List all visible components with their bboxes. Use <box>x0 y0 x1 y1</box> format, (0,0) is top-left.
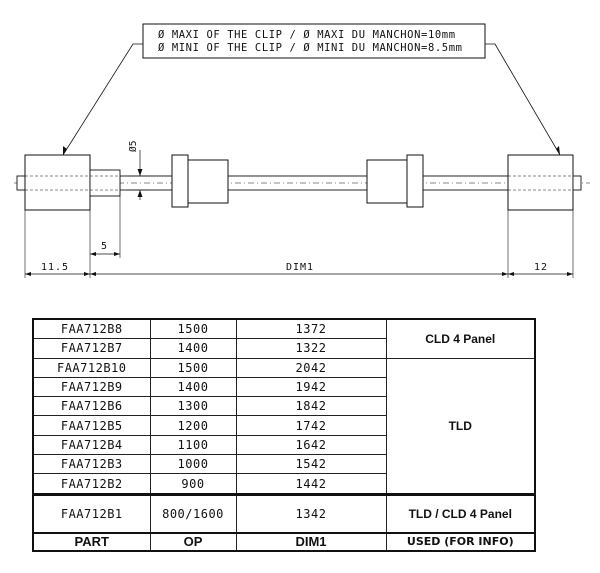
op-cell: 900 <box>150 474 236 494</box>
used-for-cell: CLD 4 Panel <box>386 319 535 358</box>
leader-left-arrow <box>63 146 67 155</box>
dim1-cell: 1322 <box>236 339 386 358</box>
offset-label: 5 <box>101 241 109 252</box>
right-pin <box>573 176 581 190</box>
used-for-cell: TLD / CLD 4 Panel <box>386 494 535 533</box>
part-cell: FAA712B3 <box>33 455 150 474</box>
dim1-cell: 1372 <box>236 319 386 339</box>
op-cell: 1400 <box>150 339 236 358</box>
table-row <box>33 358 535 377</box>
dim1-cell: 1542 <box>236 455 386 474</box>
header-used: USED (FOR INFO) <box>386 533 535 551</box>
dim1-cell: 1342 <box>236 494 386 533</box>
part-cell: FAA712B9 <box>33 377 150 396</box>
table-header-row <box>33 533 535 551</box>
right-clip-body <box>367 160 407 203</box>
part-cell: FAA712B8 <box>33 319 150 339</box>
op-cell: 1500 <box>150 319 236 339</box>
op-cell: 1500 <box>150 358 236 377</box>
left-end-dimension: 11.5 <box>41 262 70 273</box>
left-clip-flange <box>172 155 188 207</box>
callout-line-2: Ø MINI OF THE CLIP / Ø MINI DU MANCHON=8.5mm <box>158 42 463 54</box>
right-clip-flange <box>407 155 423 207</box>
op-cell: 1100 <box>150 435 236 454</box>
dim1-cell: 1642 <box>236 435 386 454</box>
header-dim1: DIM1 <box>236 533 386 551</box>
part-cell: FAA712B5 <box>33 416 150 435</box>
part-cell: FAA712B6 <box>33 397 150 416</box>
dim1-cell: 1942 <box>236 377 386 396</box>
table-row <box>33 319 535 339</box>
leader-right-arrow <box>556 146 560 155</box>
diameter-label: Ø5 <box>128 140 139 152</box>
header-part: PART <box>33 533 150 551</box>
header-op: OP <box>150 533 236 551</box>
op-cell: 1300 <box>150 397 236 416</box>
parts-table-body <box>33 319 535 551</box>
table-row <box>33 494 535 533</box>
dim1-cell: 2042 <box>236 358 386 377</box>
part-cell: FAA712B10 <box>33 358 150 377</box>
left-pin <box>17 176 25 190</box>
left-collar <box>90 170 120 196</box>
op-cell: 800/1600 <box>150 494 236 533</box>
dim1-cell: 1842 <box>236 397 386 416</box>
leader-right <box>485 44 560 155</box>
right-end-dimension: 12 <box>534 262 549 273</box>
dim1-cell: 1742 <box>236 416 386 435</box>
part-cell: FAA712B2 <box>33 474 150 494</box>
op-cell: 1200 <box>150 416 236 435</box>
part-cell: FAA712B1 <box>33 494 150 533</box>
left-end-cap <box>25 155 90 210</box>
dim1-cell: 1442 <box>236 474 386 494</box>
parts-table <box>32 318 536 552</box>
part-cell: FAA712B4 <box>33 435 150 454</box>
op-cell: 1400 <box>150 377 236 396</box>
center-dimension: DIM1 <box>286 262 315 273</box>
right-end-cap <box>508 155 573 210</box>
op-cell: 1000 <box>150 455 236 474</box>
part-cell: FAA712B7 <box>33 339 150 358</box>
callout-line-1: Ø MAXI OF THE CLIP / Ø MAXI DU MANCHON=10mm <box>158 29 456 41</box>
leader-left <box>63 44 143 155</box>
left-clip-body <box>188 160 228 203</box>
used-for-cell: TLD <box>386 358 535 494</box>
